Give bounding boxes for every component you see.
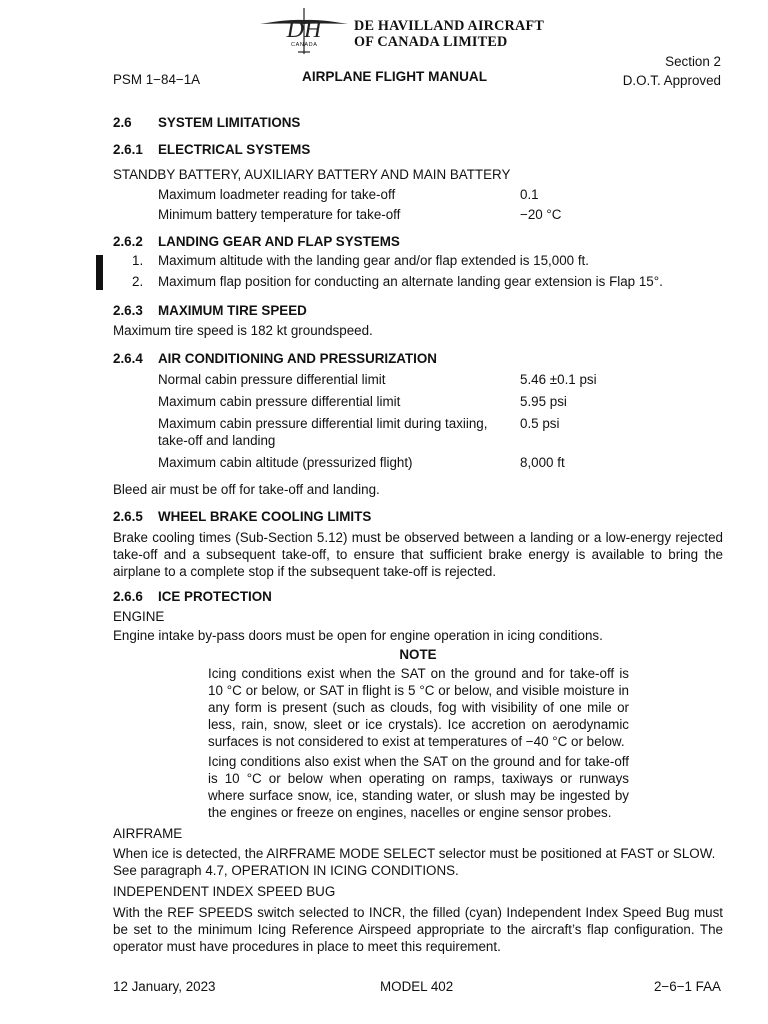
bleed-air-note: Bleed air must be off for take-off and landing. — [113, 482, 380, 497]
note-heading: NOTE — [399, 647, 437, 662]
note-paragraph: Icing conditions exist when the SAT on the ground and for take-off is 10 °C or below, or SAT in flight is 5 °C or below, and visible moisture in any form is present (such as clouds, fog with visibility of one mile or less, rain, snow, sleet or ice crystals). Ice accretion on aerodynamic surfaces is not considered to exist at temperatures of −40 °C or below. — [208, 666, 629, 749]
footer-date: 12 January, 2023 — [113, 979, 216, 994]
approval-label: D.O.T. Approved — [622, 73, 721, 88]
section-label: Section 2 — [665, 54, 721, 69]
company-logo — [258, 6, 558, 56]
doc-number: PSM 1−84−1A — [113, 72, 201, 87]
engine-text: Engine intake by-pass doors must be open for engine operation in icing conditions. — [113, 628, 603, 643]
speed-bug-heading: INDEPENDENT INDEX SPEED BUG — [113, 884, 336, 899]
airframe-heading: AIRFRAME — [113, 826, 183, 841]
svg-text:DH: DH — [286, 17, 322, 43]
brake-cooling-text: Brake cooling times (Sub-Section 5.12) must be observed between a landing or a low-energy rejected take-off and a subsequent take-off, to ensure that sufficient brake energy is available to bring the airplane to a complete stop if the subsequent take-off is rejected. — [113, 530, 723, 579]
footer-model: MODEL 402 — [380, 979, 454, 994]
battery-subtitle: STANDBY BATTERY, AUXILIARY BATTERY AND MAIN BATTERY — [113, 167, 511, 182]
revision-change-bar — [96, 255, 103, 290]
tire-speed-text: Maximum tire speed is 182 kt groundspeed. — [113, 323, 373, 338]
dh-monogram-icon — [258, 6, 350, 56]
note-paragraph: Icing conditions also exist when the SAT on the ground and for take-off is 10 °C or below when operating on ramps, taxiways or runways where surface snow, ice, standing water, or slush may be ingested by the engines or freeze on engines, nacelles or engine sensor probes. — [208, 754, 629, 820]
speed-bug-text: With the REF SPEEDS switch selected to INCR, the filled (cyan) Independent Index Speed Bug must be set to the minimum Icing Reference Airspeed appropriate to the aircraft’s flap configuration. The operator must have procedures in place to meet this requirement. — [113, 905, 723, 954]
airframe-text: When ice is detected, the AIRFRAME MODE SELECT selector must be positioned at FAST or SLOW. See paragraph 4.7, OPERATION IN ICING CONDITIONS. — [113, 846, 716, 878]
company-name: DE HAVILLAND AIRCRAFT OF CANADA LIMITED — [354, 18, 544, 50]
logo-subtext: CANADA — [291, 42, 318, 48]
page-title: AIRPLANE FLIGHT MANUAL — [302, 69, 488, 84]
footer-page-number: 2−6−1 FAA — [653, 979, 721, 994]
engine-heading: ENGINE — [113, 609, 165, 624]
